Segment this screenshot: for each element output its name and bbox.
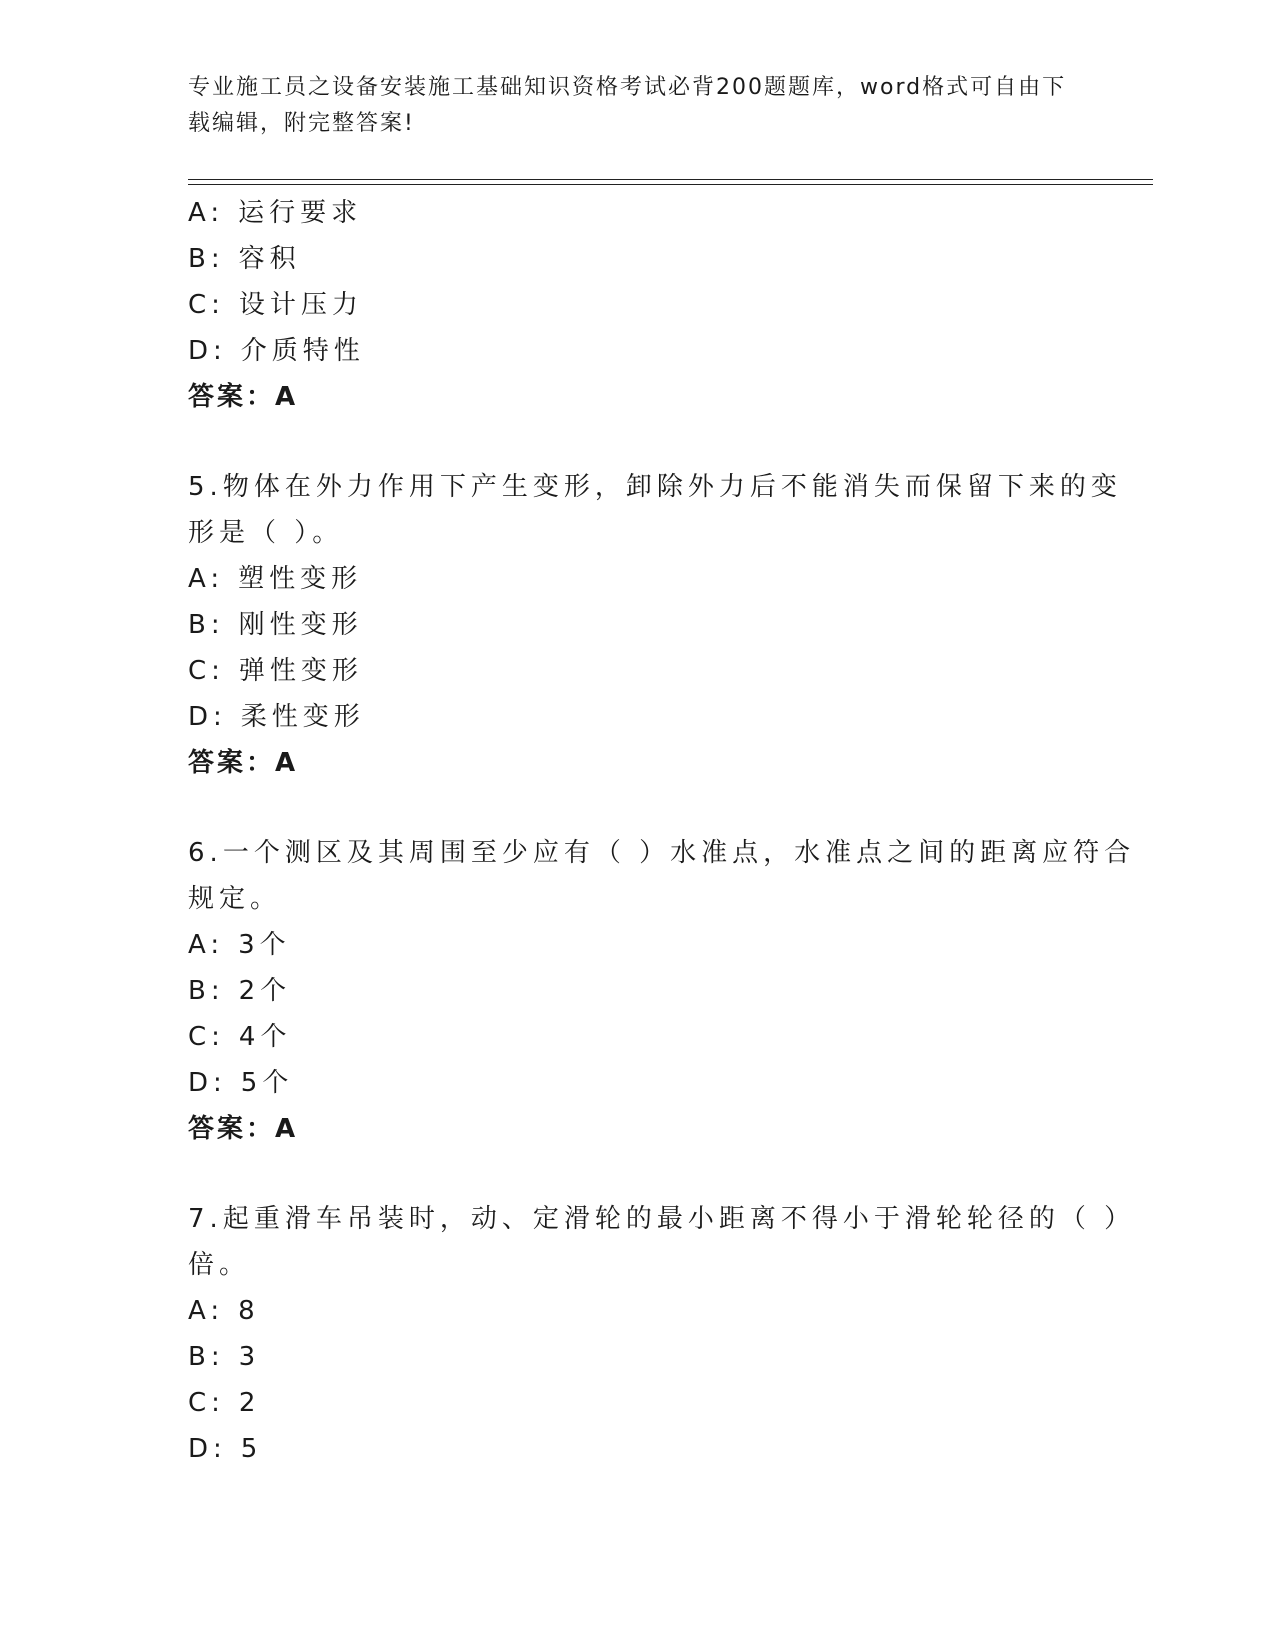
answer-line: 答案：A (188, 748, 299, 778)
question-text: 7.起重滑车吊装时，动、定滑轮的最小距离不得小于滑轮轮径的（ ） (188, 1204, 1136, 1234)
option-d: D: 5个 (188, 1068, 294, 1098)
question-text-continued: 形是（ ）。 (188, 518, 344, 548)
option-d: D: 5 (188, 1434, 263, 1464)
question-block-5 (188, 464, 1122, 786)
option-c: C: 2 (188, 1388, 261, 1418)
document-title: 专业施工员之设备安装施工基础知识资格考试必背200题题库，word格式可自由下载编辑，附完整答案! (188, 75, 1067, 136)
option-b: B: 2个 (188, 976, 292, 1006)
question-text-continued: 倍。 (188, 1250, 251, 1280)
option-b: B: 容积 (188, 244, 301, 274)
option-a: A: 3个 (188, 930, 291, 960)
question-block-4 (188, 190, 1088, 420)
option-c: C: 弹性变形 (188, 656, 363, 686)
question-block-6 (188, 830, 1136, 1152)
answer-line: 答案：A (188, 1114, 299, 1144)
option-a: A: 8 (188, 1296, 260, 1326)
option-b: B: 3 (188, 1342, 261, 1372)
question-text: 5.物体在外力作用下产生变形，卸除外力后不能消失而保留下来的变 (188, 472, 1122, 502)
header-rule-top (188, 179, 1153, 180)
option-c: C: 4个 (188, 1022, 292, 1052)
option-b: B: 刚性变形 (188, 610, 363, 640)
option-a: A: 塑性变形 (188, 564, 363, 594)
option-d: D: 柔性变形 (188, 702, 365, 732)
option-d: D: 介质特性 (188, 336, 365, 366)
question-text: 6.一个测区及其周围至少应有（ ）水准点，水准点之间的距离应符合 (188, 838, 1136, 868)
question-block-7 (188, 1196, 1136, 1472)
option-a: A: 运行要求 (188, 198, 363, 228)
question-list (188, 190, 1136, 1472)
question-text-continued: 规定。 (188, 884, 282, 914)
header-rule-bottom (188, 184, 1153, 185)
option-c: C: 设计压力 (188, 290, 363, 320)
answer-line: 答案：A (188, 382, 299, 412)
